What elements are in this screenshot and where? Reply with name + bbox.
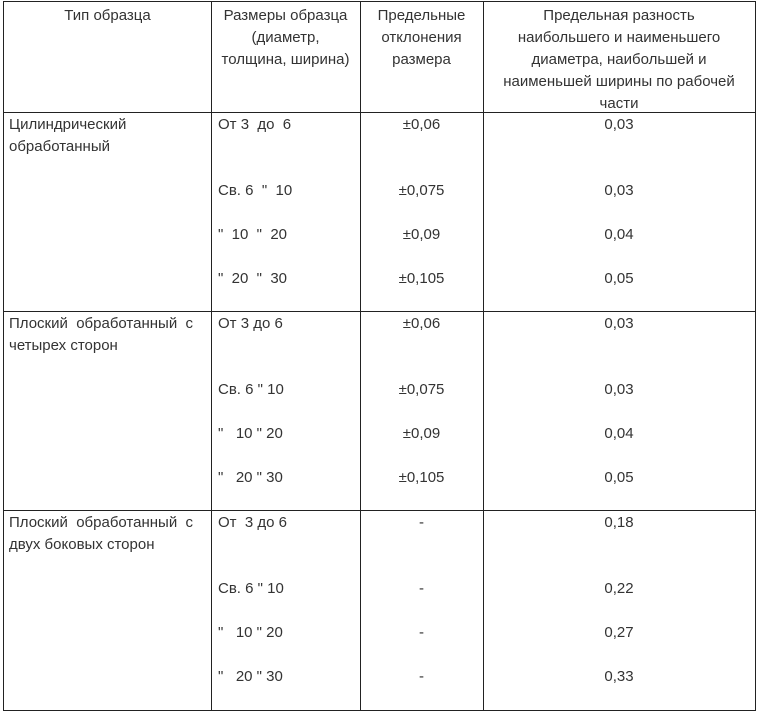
sample-type-line: Плоский обработанный с bbox=[9, 514, 194, 531]
row-divider bbox=[4, 510, 756, 511]
diff-cell: 0,18 bbox=[604, 514, 634, 531]
tolerance-cell: - bbox=[419, 668, 424, 685]
sample-type-line: Плоский обработанный с bbox=[9, 315, 194, 332]
tolerance-table bbox=[3, 1, 756, 711]
size-cell: Св. 6 " 10 bbox=[218, 182, 293, 199]
tolerance-cell: - bbox=[419, 580, 424, 597]
size-cell: От 3 до 6 bbox=[218, 315, 283, 332]
header-diff bbox=[483, 5, 755, 115]
header-diff-line: части bbox=[599, 95, 639, 112]
header-size-line: (диаметр, bbox=[251, 29, 320, 46]
size-cell: " 20 " 30 bbox=[218, 668, 283, 685]
size-cell: " 20 " 30 bbox=[218, 270, 288, 287]
size-cell: Св. 6 " 10 bbox=[218, 381, 284, 398]
column-divider bbox=[755, 2, 756, 711]
tolerance-cell: ±0,075 bbox=[398, 182, 445, 199]
sample-type-cell bbox=[9, 114, 205, 158]
sample-type-line: четырех сторон bbox=[9, 337, 118, 354]
tolerance-cell: ±0,06 bbox=[402, 315, 441, 332]
diff-cell: 0,03 bbox=[604, 315, 634, 332]
sample-type-line: двух боковых сторон bbox=[9, 536, 155, 553]
header-diff-line: диаметра, наибольшей и bbox=[531, 51, 707, 68]
diff-cell: 0,22 bbox=[604, 580, 634, 597]
tolerance-cell: ±0,105 bbox=[398, 469, 445, 486]
diff-cell: 0,27 bbox=[604, 624, 634, 641]
tolerance-cell: - bbox=[419, 624, 424, 641]
diff-cell: 0,03 bbox=[604, 381, 634, 398]
row-divider bbox=[4, 311, 756, 312]
size-cell: От 3 до 6 bbox=[218, 116, 292, 133]
column-divider bbox=[211, 2, 212, 711]
header-tolerance-line: Предельные bbox=[377, 7, 466, 24]
header-size-line: толщина, ширина) bbox=[221, 51, 350, 68]
sample-type-line: Цилиндрический bbox=[9, 116, 127, 133]
size-cell: Св. 6 " 10 bbox=[218, 580, 284, 597]
header-type bbox=[4, 5, 211, 27]
diff-cell: 0,04 bbox=[604, 226, 634, 243]
sample-type-line: обработанный bbox=[9, 138, 110, 155]
diff-cell: 0,04 bbox=[604, 425, 634, 442]
header-type-text: Тип образца bbox=[64, 7, 151, 24]
header-tolerance-line: размера bbox=[392, 51, 451, 68]
diff-cell: 0,05 bbox=[604, 469, 634, 486]
diff-cell: 0,05 bbox=[604, 270, 634, 287]
header-diff-line: наибольшего и наименьшего bbox=[517, 29, 721, 46]
diff-cell: 0,03 bbox=[604, 182, 634, 199]
tolerance-cell: - bbox=[419, 514, 424, 531]
size-cell: От 3 до 6 bbox=[218, 514, 287, 531]
tolerance-cell: ±0,09 bbox=[402, 226, 441, 243]
sample-type-cell bbox=[9, 512, 207, 556]
size-cell: " 20 " 30 bbox=[218, 469, 283, 486]
tolerance-cell: ±0,075 bbox=[398, 381, 445, 398]
tolerance-cell: ±0,09 bbox=[402, 425, 441, 442]
diff-cell: 0,03 bbox=[604, 116, 634, 133]
header-diff-line: наименьшей ширины по рабочей bbox=[503, 73, 735, 90]
header-diff-line: Предельная разность bbox=[543, 7, 695, 24]
tolerance-cell: ±0,105 bbox=[398, 270, 445, 287]
row-divider bbox=[4, 710, 756, 711]
sample-type-cell bbox=[9, 313, 207, 357]
column-divider bbox=[360, 2, 361, 711]
size-cell: " 10 " 20 bbox=[218, 624, 283, 641]
header-tolerance bbox=[360, 5, 483, 71]
size-cell: " 10 " 20 bbox=[218, 226, 288, 243]
header-size-line: Размеры образца bbox=[223, 7, 348, 24]
diff-cell: 0,33 bbox=[604, 668, 634, 685]
size-cell: " 10 " 20 bbox=[218, 425, 283, 442]
header-tolerance-line: отклонения bbox=[381, 29, 462, 46]
tolerance-cell: ±0,06 bbox=[402, 116, 441, 133]
header-size bbox=[211, 5, 360, 71]
